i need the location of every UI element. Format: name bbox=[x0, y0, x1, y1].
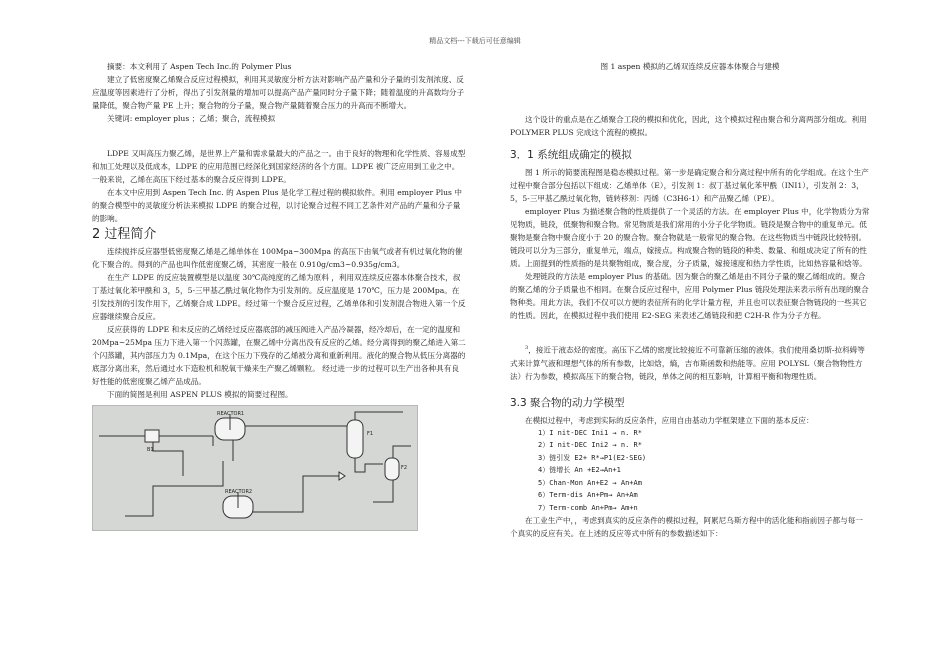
label-reactor1: REACTOR1 bbox=[217, 411, 245, 417]
section-2-heading: 2 过程简介 bbox=[92, 227, 157, 242]
intro-paragraph-2: 在本文中应用到 Aspen Tech Inc. 的 Aspen Plus 是化学工程过程的模拟软件。利用 employer Plus 中的聚合模型中的灵敏度分析法来模拟 LDPE 的聚合过程，以讨论聚合过程不同工艺条件对产品的产量和分子量的影响。 bbox=[92, 188, 462, 223]
reaction-1: 1）I nit-DEC Ini1 → n. R* bbox=[538, 428, 642, 437]
design-focus-paragraph: 这个设计的重点是在乙烯聚合工段的模拟和优化，因此，这个模拟过程由聚合和分离两部分组成。利用 POLYMER PLUS 完成这个流程的模拟。 bbox=[510, 115, 867, 137]
right-column bbox=[510, 60, 870, 540]
s31-paragraph-3: 处理链段的方法是 employer Plus 的基础。因为聚合的聚乙烯是由不同分子量的聚乙烯组成的。聚合的聚乙烯的分子质量也不相同。在聚合反应过程中，应用 Polymer Plus 链段处理法来表示所有出现的聚合物种类。用此方法，我们不仅可以方便的表征所有的化学计量方程，并且也可以表征聚合物链段的一些其它的性质。因此，在模拟过程中我们使用 E2-SEG 来表述乙烯链段和把 C2H-R 作为分子方程。 bbox=[510, 272, 869, 320]
reaction-7: 7）Term-comb An+Pm→ Am+n bbox=[538, 503, 638, 512]
s31-paragraph-4-text: ，接近于液态烃的密度。高压下乙烯的密度比较接近不可靠新压缩的液体。我们使用桑切斯-拉科姆等式来计算气液和理想气体的所有参数，比如焓，熵，吉布斯函数和热能等。应用 POLYSL（聚合物物性方法）行为参数，模拟高压下的聚合物，链段，单体之间的相互影响，计算相平衡和物理性质。 bbox=[510, 345, 865, 381]
label-b1: B1 bbox=[147, 447, 154, 453]
s33-paragraph-1: 在模拟过程中，考虑到实际的反应条件，应用自由基动力学框架建立下面的基本反应： bbox=[525, 415, 814, 425]
process-paragraph-3: 反应获得的 LDPE 和未反应的乙烯经过反应器底部的减压阀进入产品冷凝器，经冷却后，在一定的温度和 20Mpa~25Mpa 压力下进入第一个闪蒸罐，在聚乙烯中分离出没有反应的乙烯。经分离得到的聚乙烯进入第二个闪蒸罐，其内部压力为 0.1Mpa，在这个压力下残存的乙烯被分离和重新利用。液化的聚合物从低压分离器的底部分离出来，然后通过水下造粒机和脱氧干燥来生产聚乙烯颗粒。 经过进一步的过程可以生产出各种具有良好性能的低密度聚乙烯产品成品。 bbox=[92, 325, 466, 386]
flash-drum-f2 bbox=[385, 458, 399, 480]
reaction-5: 5）Chan-Mon An+E2 → An+Am bbox=[538, 478, 642, 487]
keywords: 关键词: employer plus ；乙烯；聚合，流程模拟 bbox=[107, 114, 276, 123]
reaction-3: 3）链引发 E2+ R*→P1(E2-SEG) bbox=[538, 453, 647, 462]
s31-paragraph-2: employer Plus 为描述聚合物的性质提供了一个灵活的方法。在 employer Plus 中，化学物质分为常见物质，链段，低聚物和聚合物。常见物质是我们常用的小分子化学物质。链段是聚合物中的重复单元。低聚物是聚合物中聚合度小于 20 的聚合物。聚合物就是一般常见的聚合物。在这些物质当中链段比较特别。链段可以分为三部分，重复单元，端点，嫁接点。构成聚合物的链段的种类、数量、和组成决定了所有的性质。上面提到的性质指的是共聚物组成，聚合度，分子质量，嫁接速度和热力学性质，比如热容量和焓等。 bbox=[510, 207, 870, 268]
process-paragraph-1: 连续搅拌反应器型低密度聚乙烯是乙烯单体在 100Mpa~300Mpa 的高压下由氧气或者有机过氧化物的催化下聚合的。得到的产品也叫作低密度聚乙烯，其密度一般在 0.910g/cm3~0.935g/cm3。 bbox=[92, 247, 463, 269]
abstract-title: 摘要：本文利用了 Aspen Tech Inc.的 Polymer Plus bbox=[107, 62, 292, 71]
mixer-b1 bbox=[145, 430, 159, 442]
flash-drum-f1 bbox=[347, 420, 363, 458]
figure-caption: 图 1 aspen 模拟的乙烯双连续反应器本体聚合与建模 bbox=[600, 62, 780, 71]
section-3-3-heading: 3.3 聚合物的动力学模型 bbox=[510, 396, 625, 409]
figure-intro: 下面的简图是利用 ASPEN PLUS 模拟的简要过程图。 bbox=[107, 390, 293, 399]
abstract-body: 建立了低密度聚乙烯聚合反应过程模拟，利用其灵敏度分析方法对影响产品产量和分子量的引发剂浓度、反应温度等因素进行了分析，得出了引发剂量的增加可以提高产品产量同时分子量下降；随着温度的升高数均分子量降低，聚合物产量 PE 上升；聚合物的分子量，聚合物产量随着聚合压力的升高而不断增大。 bbox=[92, 75, 465, 110]
label-f2: F2 bbox=[401, 465, 408, 471]
reaction-2: 2）I nit-DEC Ini2 → n. R* bbox=[538, 441, 642, 450]
left-column bbox=[92, 60, 466, 531]
s31-paragraph-1: 图 1 所示的简要流程图是稳态模拟过程。第一步是确定聚合和分离过程中所有的化学组成。在这个生产过程中聚合部分包括以下组成：乙烯单体（E），引发剂 1：叔丁基过氧化苯甲酰（INI1），引发剂 2：3，5，5-三甲基乙酰过氧化物，链转移剂：丙烯（C3H6-1）和产品聚乙烯（PE）。 bbox=[510, 168, 869, 203]
process-flow-diagram bbox=[92, 405, 418, 531]
label-f1: F1 bbox=[367, 431, 374, 437]
intro-paragraph-1: LDPE 又叫高压力聚乙烯，是世界上产量和需求量最大的产品之一。由于良好的物理和化学性质、容易成型和加工处理以及低成本，LDPE 的应用范围已经深化到国家经济的各个方面。LDPE 被广泛应用到工业之中。一般来说，乙烯在高压下经过基本的聚合反应得到 LDPE。 bbox=[92, 149, 466, 184]
footnote-mark: 3 bbox=[525, 345, 529, 351]
section-3-1-heading: 3．1 系统组成确定的模拟 bbox=[510, 149, 632, 161]
s31-paragraph-4 bbox=[510, 342, 870, 383]
s33-paragraph-2: 在工业生产中，，考虑到真实的反应条件的模拟过程，阿累尼乌斯方程中的活化能和指前因子都与每一个真实的反应有关。在上述的反应等式中所有的参数描述如下： bbox=[510, 516, 863, 539]
label-reactor2: REACTOR2 bbox=[225, 489, 253, 495]
process-paragraph-2: 在生产 LDPE 的反应装置模型是以温度 30℃高纯度的乙烯为原料 ，利用双连续反应器本体聚合技术，叔丁基过氧化苯甲酰和 3，5，5-三甲基乙酰过氧化物作为引发剂的。反应温度是 170℃，压力是 200Mpa。在引发技剂的引发作用下，乙烯聚合成 LDPE。经过第一个聚合反应过程，乙烯单体和引发剂混合物进入第一个反应器继续聚合反应。 bbox=[92, 273, 466, 321]
reaction-4: 4）链增长 An +E2→An+1 bbox=[538, 466, 621, 475]
page-header: 精品文档---下载后可任意编辑 bbox=[429, 37, 521, 45]
reaction-6: 6）Term-dis An+Pm→ An+Am bbox=[538, 491, 638, 500]
